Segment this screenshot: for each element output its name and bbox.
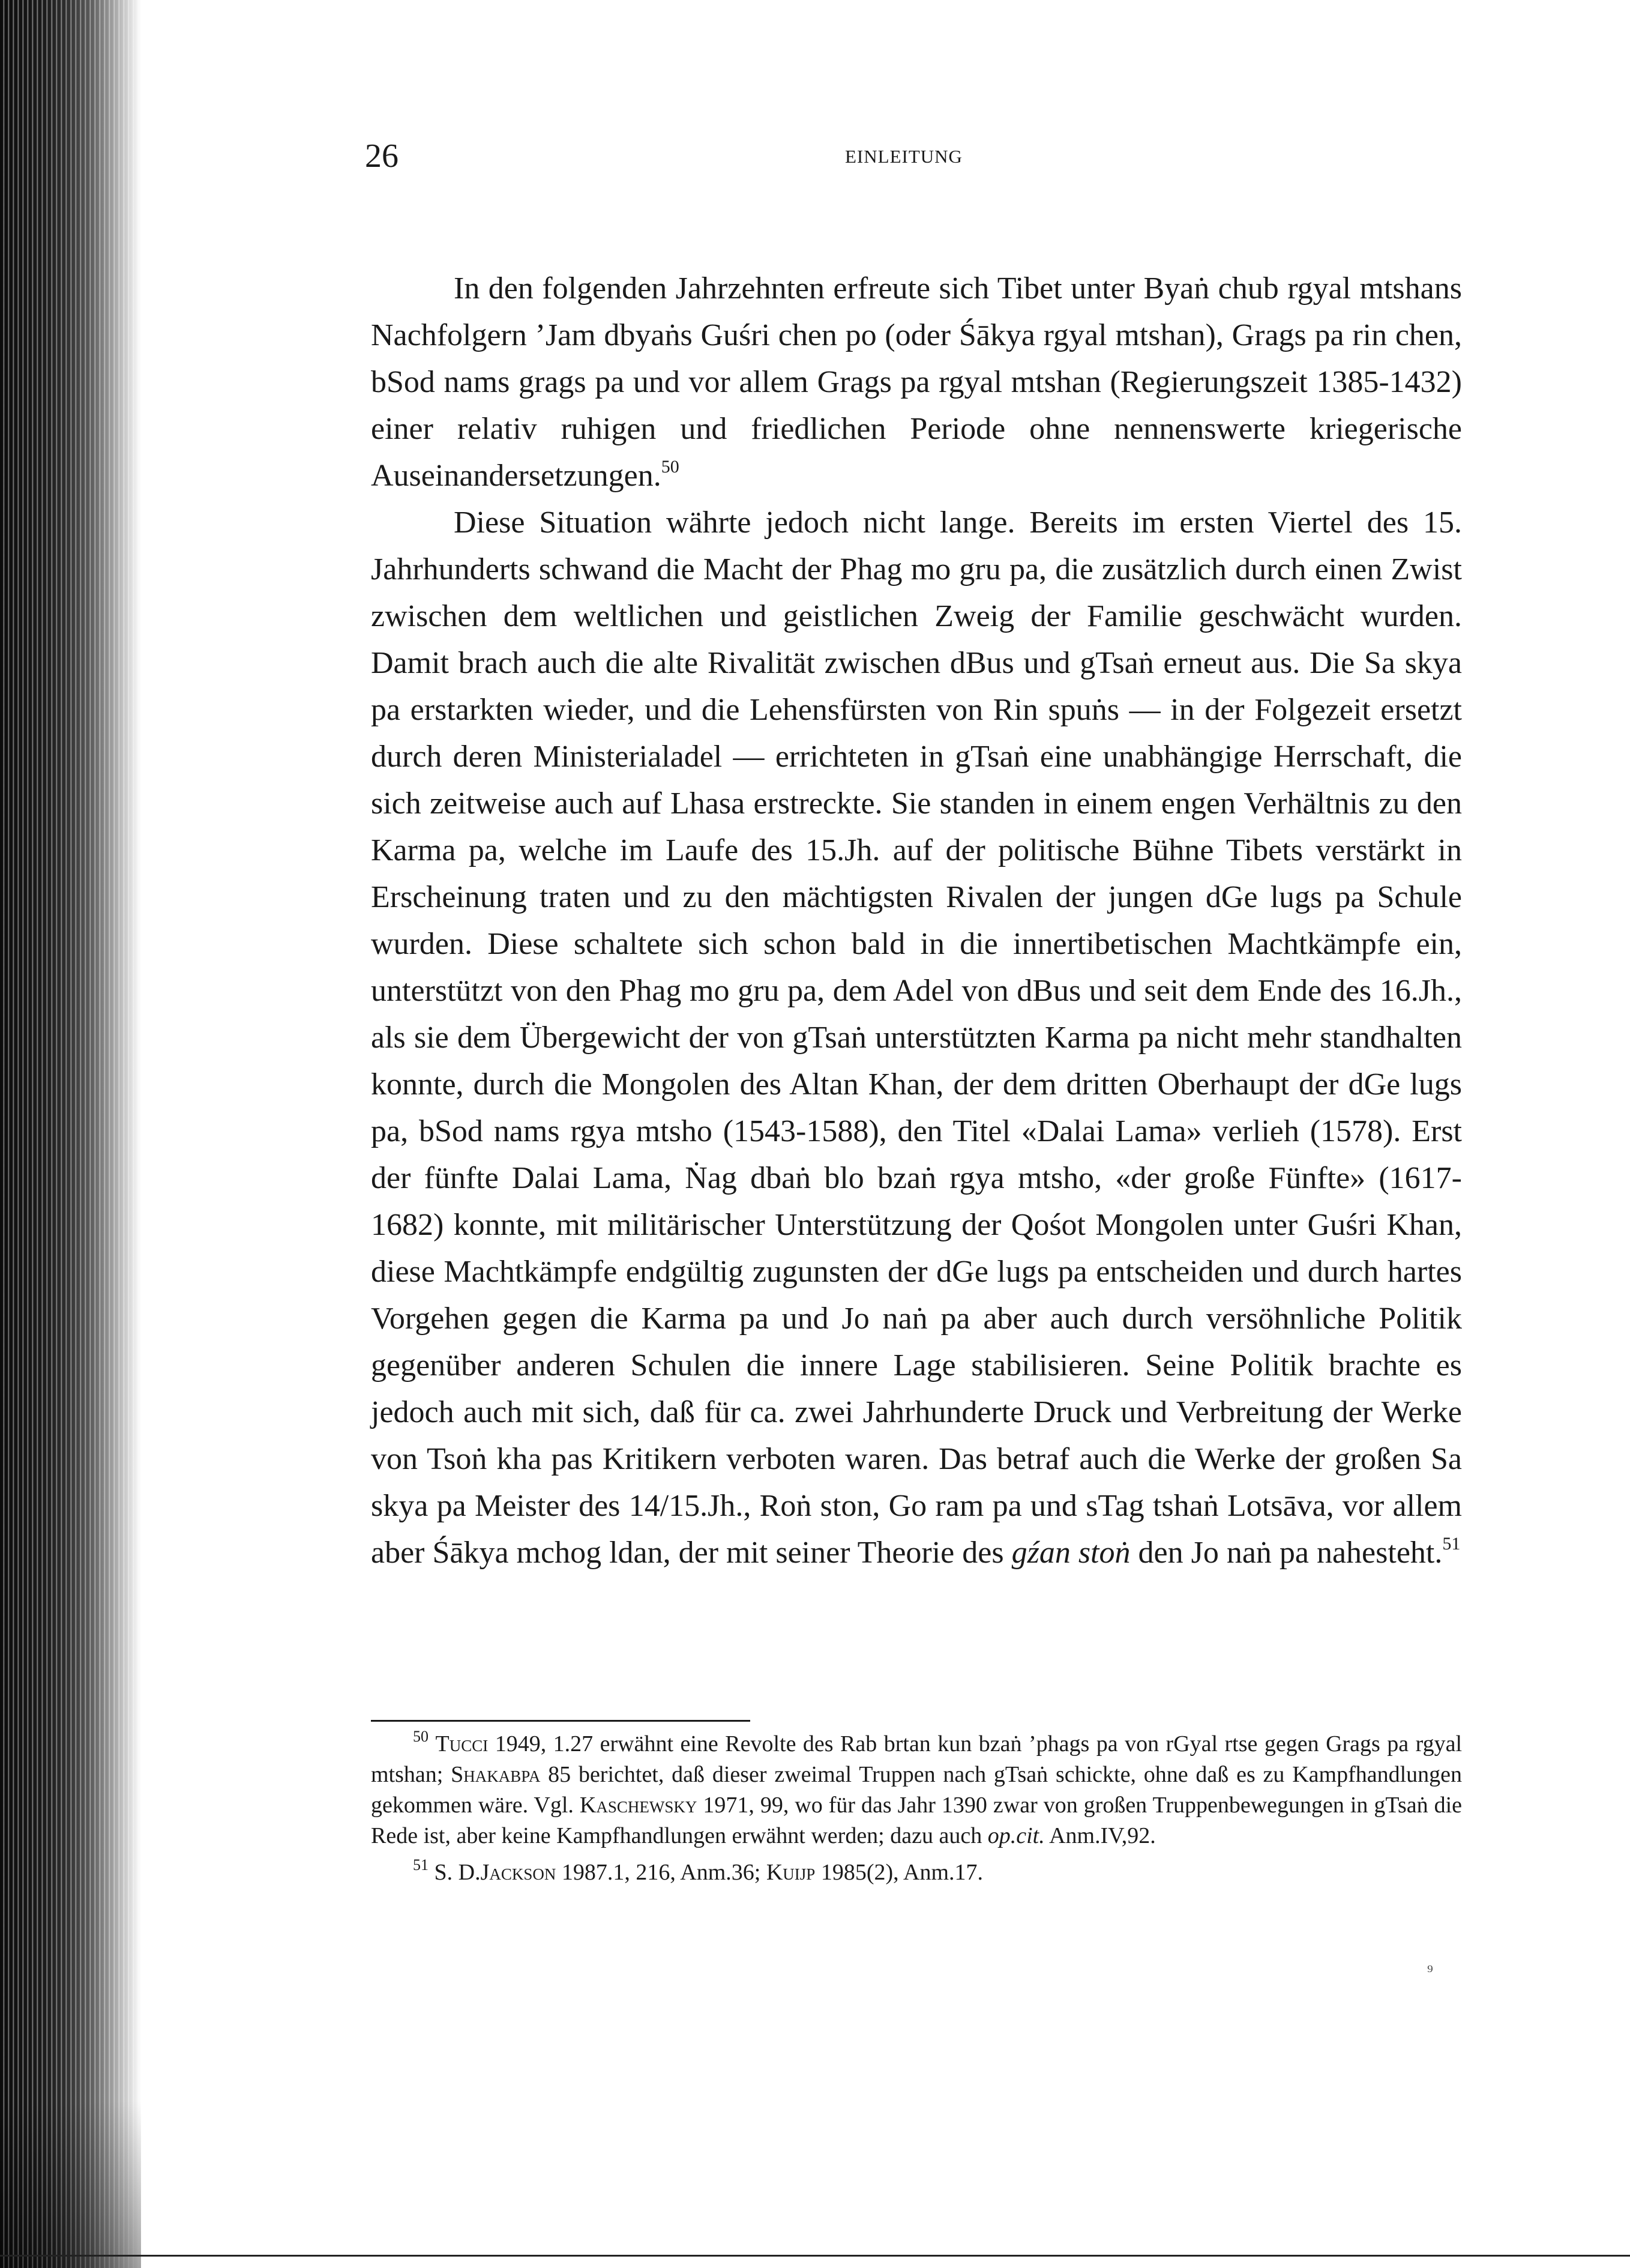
footnote-number: 51 — [413, 1856, 429, 1874]
footnote-text: 1987.1, 216, Anm.36; — [561, 1860, 761, 1885]
paragraph-1 — [371, 265, 1462, 499]
paragraph-2-text-end: den Jo naṅ pa nahesteht. — [1138, 1536, 1443, 1570]
footnote-divider — [371, 1720, 750, 1722]
running-head: EINLEITUNG — [845, 146, 963, 167]
binding-shadow — [0, 2101, 141, 2268]
footnote-text: 1949, 1.27 erwähnt eine Revolte des Rab brtan kun bzaṅ ’phags pa von rGyal rtse gegen Grags pa rgyal mtshan; — [371, 1731, 1463, 1787]
footnote-number: 50 — [413, 1728, 429, 1745]
stray-pencil-mark: ⁹ — [1427, 1962, 1433, 1980]
footnote-51 — [371, 1857, 1462, 1888]
footnote-text: 85 berichtet, daß dieser zweimal Truppen nach gTsaṅ schickte, ohne daß es zu Kampfhandlungen gekommen wäre. Vgl. — [371, 1762, 1463, 1818]
footnote-author: Kaschewsky — [579, 1793, 697, 1818]
footnote-text: 1985(2), Anm.17. — [820, 1860, 984, 1885]
paragraph-1-text: In den folgenden Jahrzehnten erfreute sich Tibet unter Byaṅ chub rgyal mtshans Nachfolgern ’Jam dbyaṅs Guśri chen po (oder Śākya rgyal mtshan), Grags pa rin chen, bSod nams grags pa und vor allem Grags pa rgyal mtshan (Regierungszeit 1385-1432) einer relativ ruhigen und friedlichen Periode ohne nennenswerte kriegerische Auseinandersetzungen. — [371, 271, 1462, 493]
main-text — [371, 265, 1462, 1576]
footnote-ref-51: 51 — [1442, 1534, 1461, 1554]
paragraph-2 — [371, 499, 1462, 1576]
footnote-text: 1971, 99, wo für das Jahr 1390 zwar von großen Truppenbewegungen in gTsaṅ die Rede ist, aber keine Kampfhandlungen erwähnt werden; dazu auch — [371, 1793, 1463, 1848]
footnote-italic: op.cit. — [987, 1823, 1045, 1848]
scan-bottom-edge — [0, 2255, 1630, 2257]
book-binding-edge — [0, 0, 141, 2268]
footnote-author: Tucci — [435, 1731, 489, 1757]
paragraph-2-text: Diese Situation währte jedoch nicht lange. Bereits im ersten Viertel des 15. Jahrhunderts schwand die Macht der Phag mo gru pa, die zusätzlich durch einen Zwist zwischen dem weltlichen und geistlichen Zweig der Familie geschwächt wurden. Damit brach auch die alte Rivalität zwischen dBus und gTsaṅ erneut aus. Die Sa skya pa erstarkten wieder, und die Lehensfürsten von Rin spuṅs — in der Folgezeit ersetzt durch deren Ministerialadel — errichteten in gTsaṅ eine unabhängige Herrschaft, die sich zeitweise auch auf Lhasa erstreckte. Sie standen in einem engen Verhältnis zu den Karma pa, welche im Laufe des 15.Jh. auf der politische Bühne Tibets verstärkt in Erscheinung traten und zu den mächtigsten Rivalen der jungen dGe lugs pa Schule wurden. Diese schaltete sich schon bald in die innertibetischen Machtkämpfe ein, unterstützt von den Phag mo gru pa, dem Adel von dBus und seit dem Ende des 16.Jh., als sie dem Übergewicht der von gTsaṅ unterstützten Karma pa nicht mehr standhalten konnte, durch die Mongolen des Altan Khan, der dem dritten Oberhaupt der dGe lugs pa, bSod nams rgya mtsho (1543-1588), den Titel «Dalai Lama» verlieh (1578). Erst der fünfte Dalai Lama, Ṅag dbaṅ blo bzaṅ rgya mtsho, «der große Fünfte» (1617-1682) konnte, mit militärischer Unterstützung der Qośot Mongolen unter Guśri Khan, diese Machtkämpfe endgültig zugunsten der dGe lugs pa entscheiden und durch hartes Vorgehen gegen die Karma pa und Jo naṅ pa aber auch durch versöhnliche Politik gegenüber anderen Schulen die innere Lage stabilisieren. Seine Politik brachte es jedoch auch mit sich, daß für ca. zwei Jahrhunderte Druck und Verbreitung der Werke von Tsoṅ kha pas Kritikern verboten waren. Das betraf auch die Werke der großen Sa skya pa Meister des 14/15.Jh., Roṅ ston, Go ram pa und sTag tshaṅ Lotsāva, vor allem aber Śākya mchog ldan, der mit seiner Theorie des — [371, 505, 1462, 1570]
footnote-author: D.Jackson — [458, 1860, 556, 1885]
footnote-50 — [371, 1729, 1462, 1851]
paragraph-2-italic-term: gźan stoṅ — [1011, 1536, 1131, 1570]
footnote-author: Shakabpa — [451, 1762, 541, 1787]
footnote-ref-50: 50 — [661, 457, 679, 477]
footnotes — [371, 1729, 1462, 1894]
footnote-prefix: S. — [434, 1860, 453, 1885]
footnote-text: Anm.IV,92. — [1049, 1823, 1156, 1848]
page-number: 26 — [365, 137, 398, 175]
footnote-author: Kuijp — [766, 1860, 816, 1885]
